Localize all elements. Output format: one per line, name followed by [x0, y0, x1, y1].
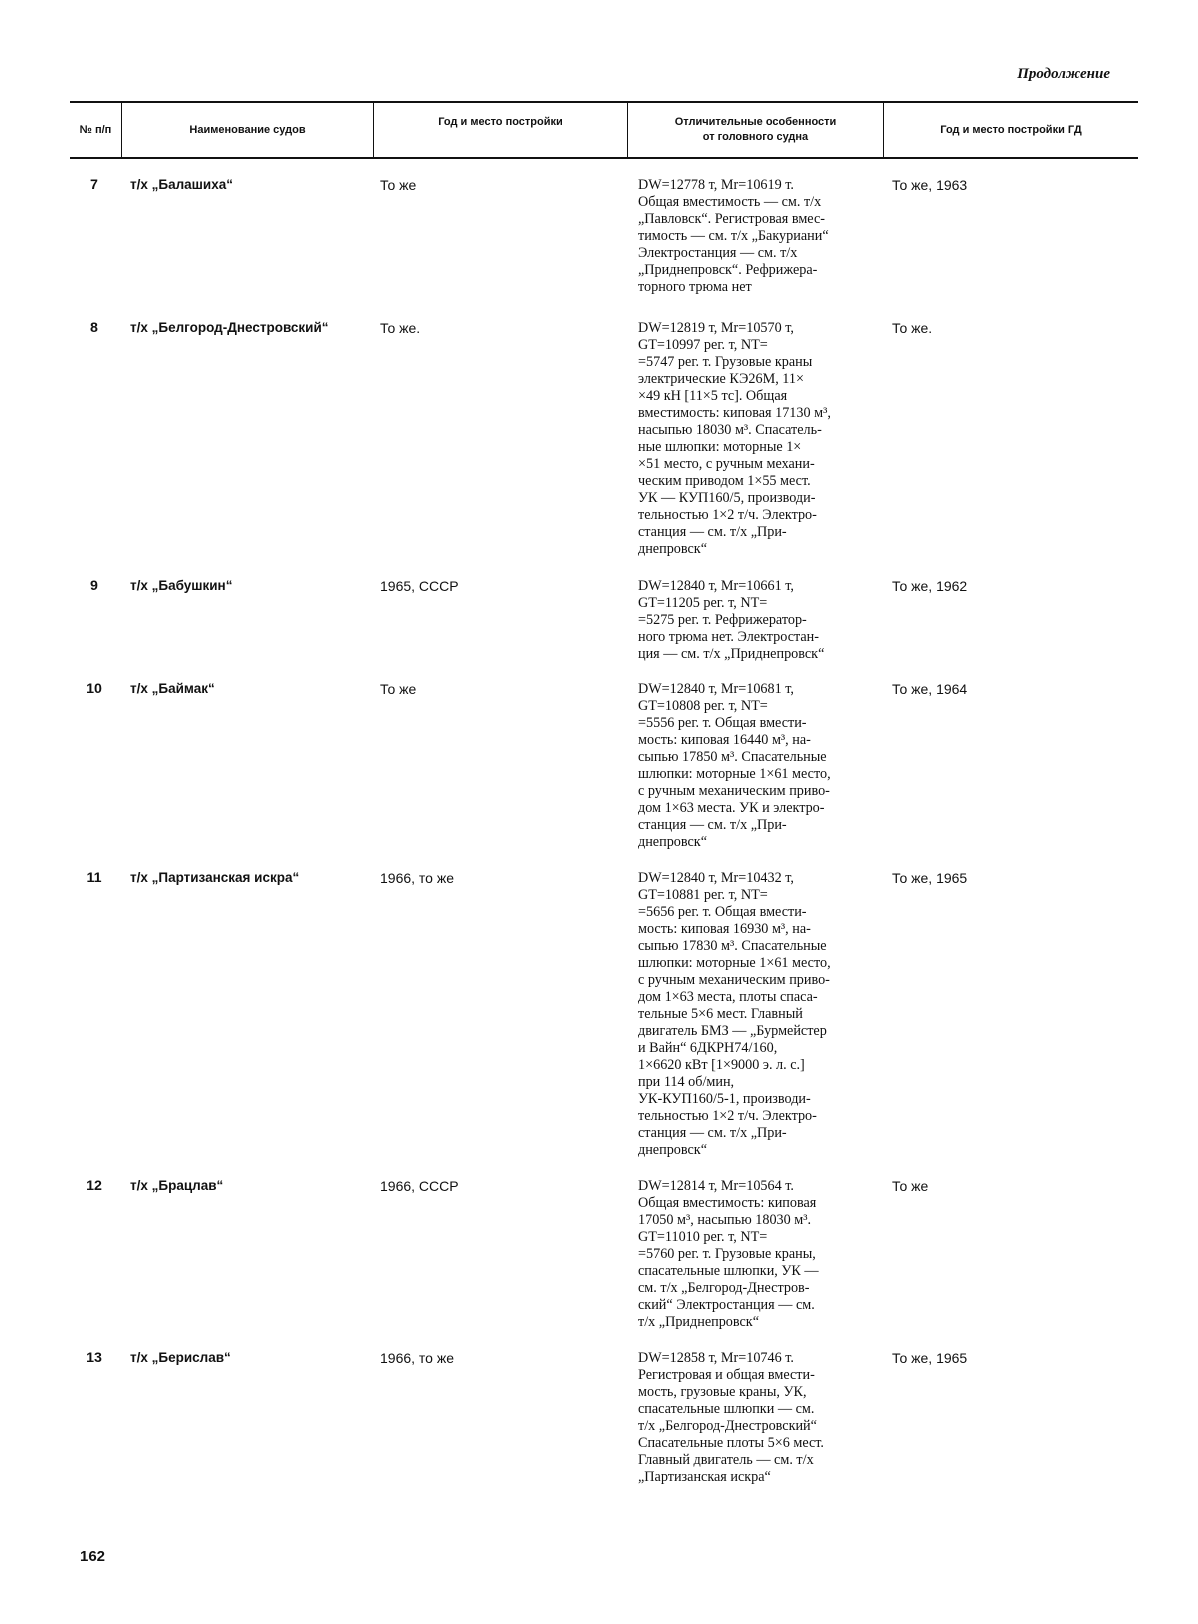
- header-num: № п/п: [70, 103, 122, 157]
- row-features: DW=12858 т, Mr=10746 т. Регистровая и общая вмести- мость, грузовые краны, УК, спасательные шлюпки — см. т/х „Белгород-Днестровский“ Спасательные плоты 5×6 мест. Главный двигатель — см. т/х „Партизанская искра“: [638, 1350, 824, 1485]
- header-year: Год и место постройки: [374, 103, 628, 157]
- row-year: 1965, СССР: [380, 578, 459, 594]
- header-features: Отличительные особенности от головного судна: [628, 103, 884, 157]
- ships-table: [70, 101, 1138, 159]
- row-year: 1966, то же: [380, 870, 455, 886]
- row-year: То же: [380, 177, 417, 193]
- row-name: т/х „Белгород-Днестровский“: [130, 320, 329, 335]
- row-year: 1966, то же: [380, 1350, 455, 1366]
- header-gd: Год и место постройки ГД: [940, 123, 1082, 136]
- row-gd: То же, 1965: [892, 1350, 968, 1366]
- row-name: т/х „Берислав“: [130, 1350, 231, 1365]
- row-name: т/х „Партизанская искра“: [130, 870, 300, 885]
- row-name: т/х „Бабушкин“: [130, 578, 233, 593]
- row-gd: То же, 1962: [892, 578, 968, 594]
- row-num: 8: [90, 320, 98, 336]
- page-number: 162: [80, 1548, 106, 1565]
- row-num: 10: [86, 681, 102, 697]
- row-num: 9: [90, 578, 98, 594]
- row-gd: То же, 1963: [892, 177, 968, 193]
- row-name: т/х „Балашиха“: [130, 177, 233, 192]
- row-features: DW=12840 т, Mr=10661 т, GT=11205 рег. т, NT= =5275 рег. т. Рефрижератор- ного трюма нет. Электростан- ция — см. т/х „Приднепровск“: [638, 578, 825, 662]
- row-gd: То же: [892, 1178, 929, 1194]
- row-features: DW=12840 т, Mr=10432 т, GT=10881 рег. т, NT= =5656 рег. т. Общая вмести- мость: киповая 16930 м³, на- сыпью 17830 м³. Спасательные шлюпки: моторные 1×61 место, с ручным механическим приво- дом 1×63 места, плоты спаса- тельные 5×6 мест. Главный двигатель БМЗ — „Бурмейстер и Вайн“ 6ДКРН74/160, 1×6620 кВт [1×9000 э. л. с.] при 114 об/мин, УК-КУП160/5-1, производи- тельностью 1×2 т/ч. Электро- станция — см. т/х „При- днепровск“: [638, 870, 831, 1158]
- continuation-label: Продолжение: [1017, 66, 1110, 82]
- header-name: Наименование судов: [122, 103, 374, 157]
- row-num: 12: [86, 1178, 102, 1194]
- row-gd: То же, 1965: [892, 870, 968, 886]
- row-features: DW=12840 т, Mr=10681 т, GT=10808 рег. т, NT= =5556 рег. т. Общая вмести- мость: киповая 16440 м³, на- сыпью 17850 м³. Спасательные шлюпки: моторные 1×61 место, с ручным механическим приво- дом 1×63 места. УК и электро- станция — см. т/х „При- днепровск“: [638, 681, 831, 850]
- row-name: т/х „Брацлав“: [130, 1178, 224, 1193]
- row-gd: То же.: [892, 320, 933, 336]
- row-year: То же: [380, 681, 417, 697]
- row-features: DW=12778 т, Mr=10619 т. Общая вместимость — см. т/х „Павловск“. Регистровая вмес- тимость — см. т/х „Бакуриани“ Электростанция — см. т/х „Приднепровск“. Рефрижера- торного трюма нет: [638, 177, 829, 295]
- row-year: То же.: [380, 320, 421, 336]
- row-num: 7: [90, 177, 98, 193]
- row-features: DW=12814 т, Mr=10564 т. Общая вместимость: киповая 17050 м³, насыпью 18030 м³. GT=11010 рег. т, NT= =5760 рег. т. Грузовые краны, спасательные шлюпки, УК — см. т/х „Белгород-Днестров- ский“ Электростанция — см. т/х „Приднепровск“: [638, 1178, 819, 1330]
- row-year: 1966, СССР: [380, 1178, 459, 1194]
- row-num: 13: [86, 1350, 102, 1366]
- row-gd: То же, 1964: [892, 681, 968, 697]
- row-name: т/х „Баймак“: [130, 681, 215, 696]
- table-header: [70, 101, 1138, 159]
- row-features: DW=12819 т, Mr=10570 т, GT=10997 рег. т, NT= =5747 рег. т. Грузовые краны электрические КЭ26М, 11× ×49 кН [11×5 тс]. Общая вместимость: киповая 17130 м³, насыпью 18030 м³. Спасатель- ные шлюпки: моторные 1× ×51 место, с ручным механи- ческим приводом 1×55 мест. УК — КУП160/5, производи- тельностью 1×2 т/ч. Электро- станция — см. т/х „При- днепровск“: [638, 320, 831, 557]
- row-num: 11: [86, 870, 102, 886]
